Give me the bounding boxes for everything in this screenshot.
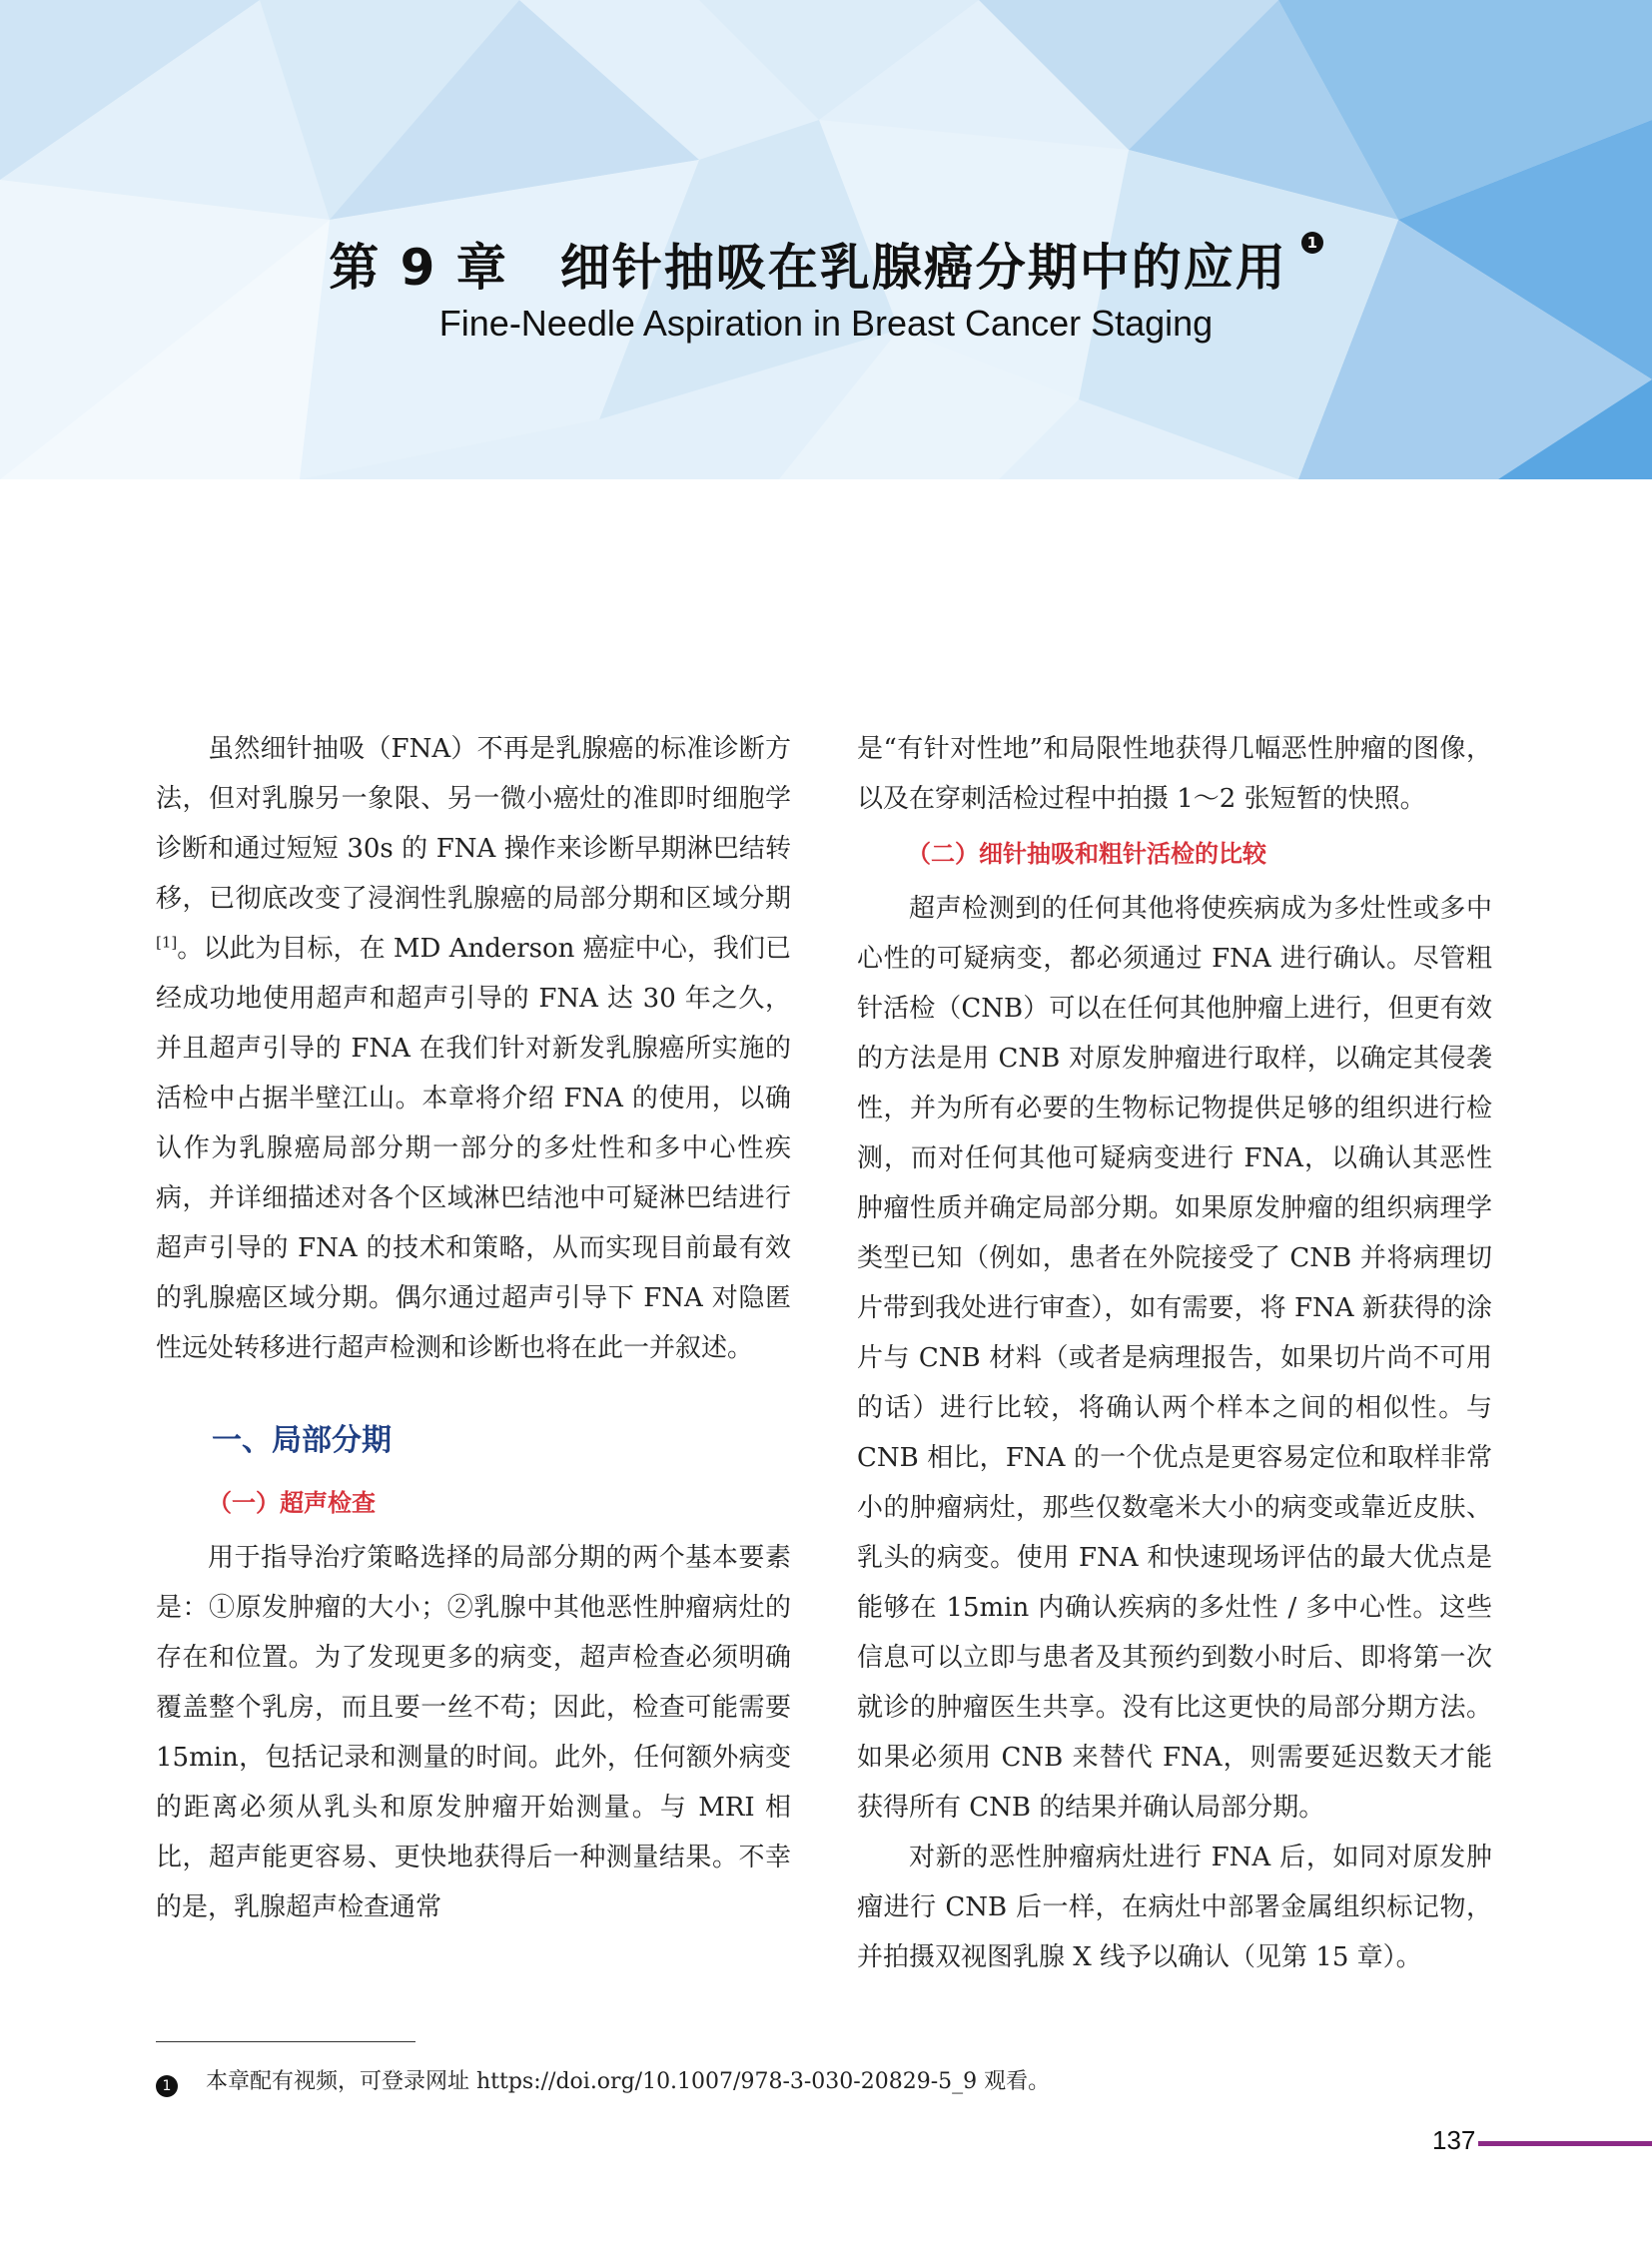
comparison-paragraph: 超声检测到的任何其他将使疾病成为多灶性或多中心性的可疑病变，都必须通过 FNA 进行确认。尽管粗针活检（CNB）可以在任何其他肿瘤上进行，但更有效的方法是用 CNB 对原发肿瘤进行取样，以确定其侵袭性，并为所有必要的生物标记物提供足够的组织进行检测，而对任何其他可疑病变进行 FNA，以确认其恶性肿瘤性质并确定局部分期。如果原发肿瘤的组织病理学类型已知（例如，患者在外院接受了 CNB 并将病理切片带到我处进行审查），如有需要，将 FNA 新获得的涂片与 CNB 材料（或者是病理报告，如果切片尚不可用的话）进行比较，将确认两个样本之间的相似性。与 CNB 相比，FNA 的一个优点是更容易定位和取样非常小的肿瘤病灶，那些仅数毫米大小的病变或靠近皮肤、乳头的病变。使用 FNA 和快速现场评估的最大优点是能够在 15min 内确认疾病的多灶性 / 多中心性。这些信息可以立即与患者及其预约到数小时后、即将第一次就诊的肿瘤医生共享。没有比这更快的局部分期方法。如果必须用 CNB 来替代 FNA，则需要延迟数天才能获得所有 CNB 的结果并确认局部分期。 [857, 894, 1492, 1823]
continued-paragraph: 是“有针对性地”和局限性地获得几幅恶性肿瘤的图像，以及在穿刺活检过程中拍摄 1～2 张短暂的快照。 [857, 734, 1492, 814]
left-column [156, 724, 791, 1932]
page-number-bar [1478, 2141, 1652, 2146]
chapter-banner [0, 0, 1652, 479]
chapter-label: 第 9 章 [329, 239, 508, 297]
intro-text-tail: 。以此为目标，在 MD Anderson 癌症中心，我们已经成功地使用超声和超声引导的 FNA 达 30 年之久，并且超声引导的 FNA 在我们针对新发乳腺癌所实施的活检中占据半壁江山。本章将介绍 FNA 的使用，以确认作为乳腺癌局部分期一部分的多灶性和多中心性疾病，并详细描述对各个区域淋巴结池中可疑淋巴结进行超声引导的 FNA 的技术和策略，从而实现目前最有效的乳腺癌区域分期。偶尔通过超声引导下 FNA 对隐匿性远处转移进行超声检测和诊断也将在此一并叙述。 [156, 934, 791, 1363]
footnote-marker: 1 [156, 2075, 178, 2097]
intro-paragraph [156, 724, 791, 1373]
title-footnote-marker[interactable]: 1 [1301, 232, 1323, 254]
footnote [156, 2067, 1454, 2097]
citation-ref[interactable]: [1] [156, 933, 178, 952]
chapter-title-text: 细针抽吸在乳腺癌分期中的应用 [559, 239, 1287, 297]
subsection-heading-ultrasound: （一）超声检查 [208, 1489, 376, 1517]
marker-paragraph: 对新的恶性肿瘤病灶进行 FNA 后，如同对原发肿瘤进行 CNB 后一样，在病灶中部署金属组织标记物，并拍摄双视图乳腺 X 线予以确认（见第 15 章）。 [857, 1843, 1492, 1972]
ultrasound-paragraph: 用于指导治疗策略选择的局部分期的两个基本要素是：①原发肿瘤的大小；②乳腺中其他恶性肿瘤病灶的存在和位置。为了发现更多的病变，超声检查必须明确覆盖整个乳房，而且要一丝不苟；因此，检查可能需要 15min，包括记录和测量的时间。此外，任何额外病变的距离必须从乳头和原发肿瘤开始测量。与 MRI 相比，超声能更容易、更快地获得后一种测量结果。不幸的是，乳腺超声检查通常 [156, 1543, 791, 1922]
chapter-subtitle: Fine-Needle Aspiration in Breast Cancer Staging [438, 303, 1214, 344]
intro-text: 虽然细针抽吸（FNA）不再是乳腺癌的标准诊断方法，但对乳腺另一象限、另一微小癌灶的准即时细胞学诊断和通过短短 30s 的 FNA 操作来诊断早期淋巴结转移，已彻底改变了浸润性乳腺癌的局部分期和区域分期 [156, 734, 791, 914]
footnote-divider [156, 2041, 415, 2042]
section-heading-local-staging: 一、局部分期 [212, 1423, 392, 1458]
right-column [857, 724, 1492, 1982]
footnote-text: 本章配有视频，可登录网址 https://doi.org/10.1007/978-3-030-20829-5_9 观看。 [206, 2069, 1051, 2094]
page-number: 137 [1432, 2125, 1476, 2155]
subsection-heading-fna-vs-cnb: （二）细针抽吸和粗针活检的比较 [907, 840, 1266, 868]
chapter-title [0, 228, 1652, 300]
